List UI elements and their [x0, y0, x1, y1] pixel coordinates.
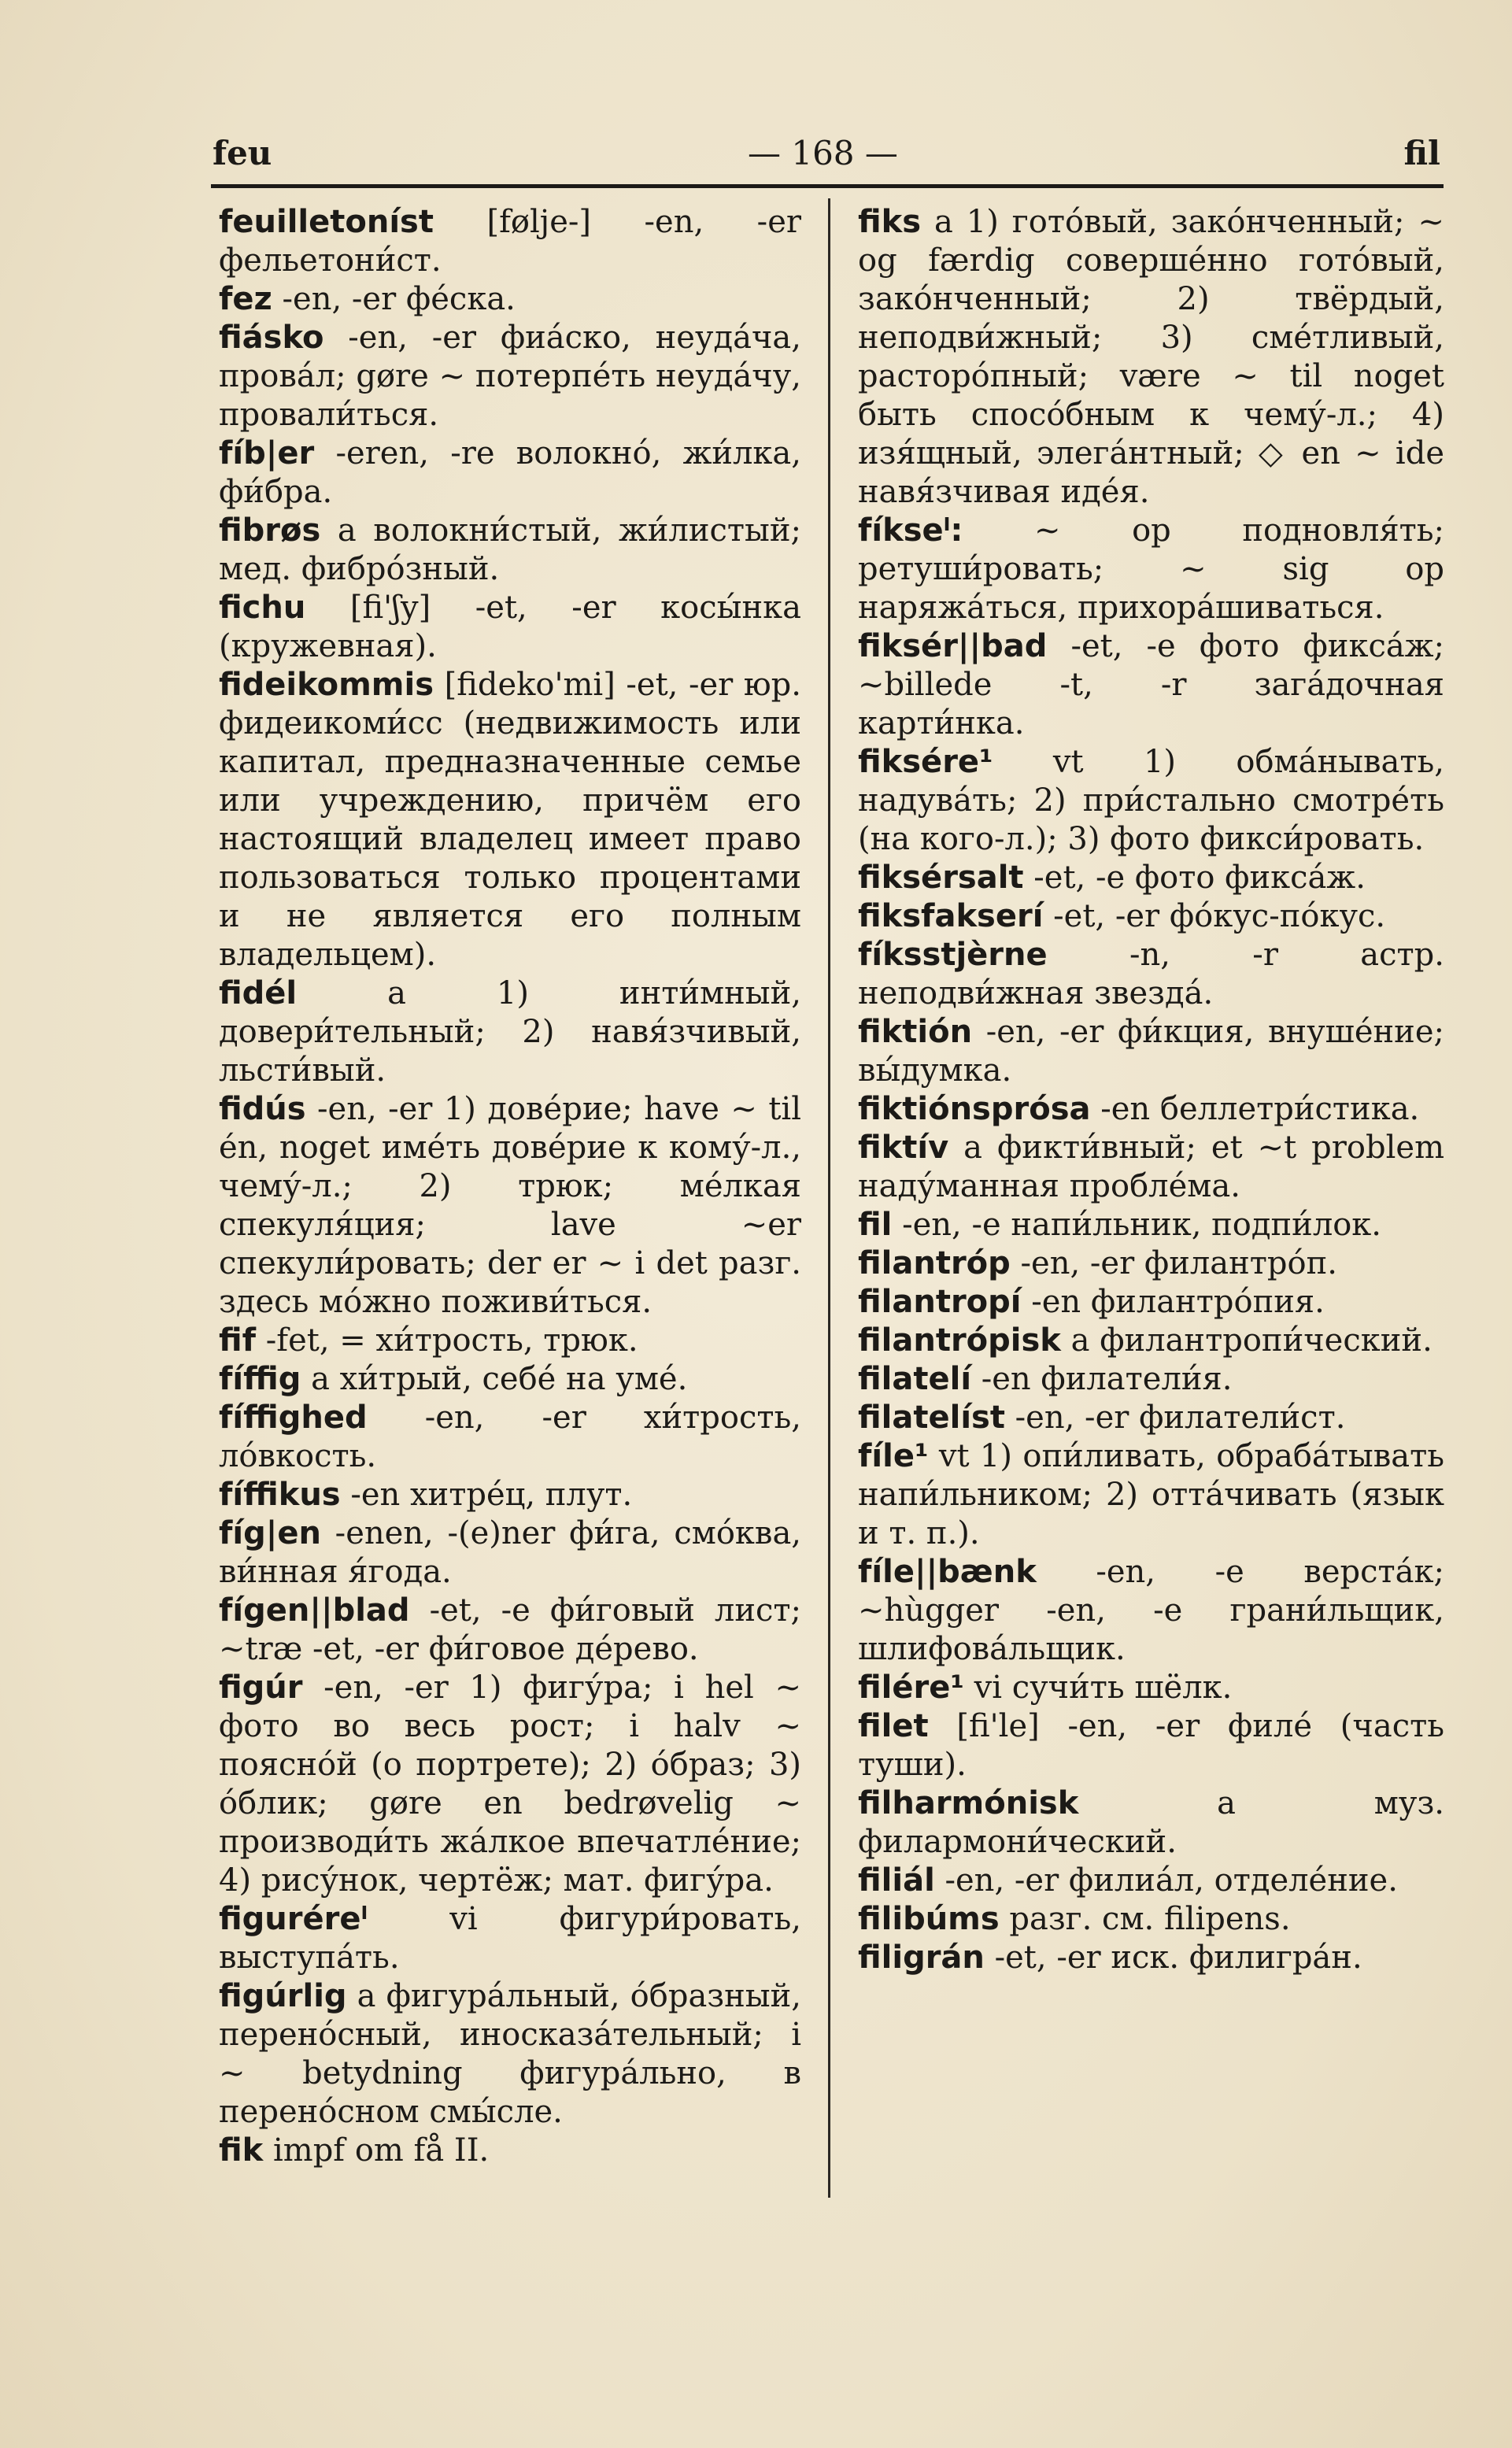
entry-headword: fiksfakserí: [858, 898, 1044, 934]
dictionary-entry: [858, 1862, 1444, 1900]
entry-headword: fiktión: [858, 1014, 973, 1050]
entry-headword: fiksérsalt: [858, 860, 1024, 896]
dictionary-entry: [219, 280, 801, 319]
entry-definition: -enen, -(e)ner фи́га, смо́ква, ви́нная я́года.: [219, 1515, 801, 1590]
dictionary-entry: [219, 1090, 801, 1322]
entry-definition: -fet, = хи́трость, трюк.: [256, 1322, 638, 1359]
entry-headword: filantropí: [858, 1284, 1022, 1320]
entry-headword: fiktiónsprósa: [858, 1091, 1091, 1127]
entry-headword: fil: [858, 1207, 893, 1243]
dictionary-entry: [219, 1592, 801, 1669]
entry-definition: a фикти́вный; et ~t problem наду́манная пробле́ма.: [858, 1130, 1444, 1204]
entry-headword: figúr: [219, 1670, 303, 1706]
entry-definition: vt 1) обма́нывать, надува́ть; 2) при́стально смотре́ть (на кого-л.); 3) фото фикси́ровать.: [858, 744, 1444, 857]
dictionary-entry: [858, 1283, 1444, 1322]
entry-definition: vt 1) опи́ливать, обраба́тывать напи́льником; 2) отта́чивать (язык и т. п.).: [858, 1438, 1444, 1551]
entry-definition: -eren, -re волокно́, жи́лка, фи́бра.: [219, 435, 801, 510]
dictionary-entry: [219, 1514, 801, 1592]
entry-definition: [følje-] -en, -er фельетони́ст.: [219, 204, 801, 279]
entry-headword: fidél: [219, 975, 298, 1011]
dictionary-entry: [219, 2132, 801, 2170]
dictionary-entry: [219, 319, 801, 435]
dictionary-entry: [858, 1900, 1444, 1939]
dictionary-entry: [858, 1129, 1444, 1206]
right-column: [858, 203, 1444, 1977]
entry-definition: -en, -er хи́трость, ло́вкость.: [219, 1400, 801, 1474]
dictionary-entry: [858, 1399, 1444, 1437]
dictionary-entry: [858, 1553, 1444, 1669]
entry-definition: -en, -er фиа́ско, неуда́ча, прова́л; gøre ~ потерпе́ть неуда́чу, провали́ться.: [219, 320, 801, 433]
dictionary-entry: [219, 203, 801, 280]
entry-headword: fíle||bænk: [858, 1554, 1037, 1590]
entry-headword: fiks: [858, 204, 922, 240]
entry-headword: figúrlig: [219, 1978, 347, 2014]
entry-headword: filantrópisk: [858, 1322, 1061, 1359]
dictionary-entry: [858, 1939, 1444, 1977]
dictionary-entry: [858, 512, 1444, 627]
entry-definition: a хи́трый, себе́ на уме́.: [301, 1361, 688, 1397]
left-column: [219, 203, 801, 2170]
entry-definition: -et, -e фото фикса́ж.: [1023, 860, 1366, 896]
entry-definition: -en филантро́пия.: [1021, 1284, 1325, 1320]
entry-headword: filibúms: [858, 1901, 1000, 1937]
dictionary-entry: [858, 1784, 1444, 1862]
entry-definition: -et, -e фи́говый лист; ~træ -et, -er фи́говое де́рево.: [219, 1592, 801, 1667]
entry-definition: -en филатели́я.: [971, 1361, 1233, 1397]
entry-definition: a 1) инти́мный, довери́тельный; 2) навя́зчивый, льсти́вый.: [219, 975, 801, 1089]
dictionary-entry: [858, 203, 1444, 512]
page-number: — 168 —: [748, 134, 898, 172]
entry-definition: -n, -r астр. неподви́жная звезда́.: [858, 937, 1444, 1011]
dictionary-entry: [858, 1707, 1444, 1784]
entry-definition: vi сучи́ть шёлк.: [963, 1670, 1233, 1706]
entry-definition: -en, -er фи́кция, внуше́ние; вы́думка.: [858, 1014, 1444, 1089]
dictionary-entry: [219, 1399, 801, 1476]
dictionary-entry: [858, 859, 1444, 897]
entry-headword: fígen||blad: [219, 1592, 410, 1629]
dictionary-entry: [219, 589, 801, 666]
entry-headword: fíg|en: [219, 1515, 321, 1551]
entry-definition: a 1) гото́вый, зако́нченный; ~ og færdig соверше́нно гото́вый, зако́нченный; 2) твёрдый, неподви́жный; 3) сме́тливый, расторо́пный; være ~ til noget быть спосо́бным к чему́-л.; 4) изя́щный, элега́нтный; ◇ en ~ ide навя́зчивая иде́я.: [858, 204, 1444, 510]
entry-headword: fibrøs: [219, 512, 321, 549]
entry-definition: -en, -er 1) фигу́ра; i hel ~ фото во весь рост; i halv ~ пояснóй (о портрете); 2) о́браз; 3) о́блик; gøre en bedrøvelig ~ производи́ть жа́лкое впечатле́ние; 4) рису́нок, чертёж; мат. фигу́ра.: [219, 1670, 801, 1899]
entry-headword: filigrán: [858, 1940, 985, 1976]
entry-definition: -en, -er филиа́л, отделе́ние.: [934, 1862, 1398, 1899]
entry-definition: impf om få II.: [263, 2132, 490, 2169]
dictionary-entry: [219, 1322, 801, 1360]
dictionary-entry: [858, 1360, 1444, 1399]
entry-headword: fíffighed: [219, 1400, 368, 1436]
column-divider: [828, 198, 830, 2198]
dictionary-entry: [219, 1360, 801, 1399]
entry-headword: fíffikus: [219, 1477, 341, 1513]
entry-headword: filére¹: [858, 1670, 964, 1706]
dictionary-entry: [858, 897, 1444, 936]
entry-headword: fiásko: [219, 320, 324, 356]
dictionary-entry: [858, 1669, 1444, 1707]
entry-definition: [fi'ʃy] -et, -er косы́нка (кружевная).: [219, 590, 801, 664]
dictionary-entry: [858, 627, 1444, 743]
entry-definition: -en, -e напи́льник, подпи́лок.: [892, 1207, 1382, 1243]
entry-headword: filantróp: [858, 1245, 1011, 1281]
header-rule: [211, 184, 1444, 188]
entry-definition: a фигура́льный, о́бразный, перено́сный, иносказа́тельный; i ~ betydning фигура́льно, в перено́сном смы́сле.: [219, 1978, 801, 2130]
entry-headword: filiál: [858, 1862, 935, 1899]
dictionary-entry: [858, 1244, 1444, 1283]
dictionary-entry: [219, 1977, 801, 2132]
entry-definition: -en хитре́ц, плут.: [340, 1477, 633, 1513]
entry-headword: fideikommis: [219, 667, 434, 703]
entry-definition: -et, -er фо́кус-по́кус.: [1043, 898, 1386, 934]
dictionary-entry: [219, 1476, 801, 1514]
entry-headword: figuréreˡ: [219, 1901, 368, 1937]
dictionary-entry: [858, 1322, 1444, 1360]
dictionary-entry: [858, 936, 1444, 1013]
entry-definition: -en, -er филатели́ст.: [1004, 1400, 1346, 1436]
entry-headword: fíffig: [219, 1361, 301, 1397]
entry-definition: -en, -e верста́к; ~hùgger -en, -e грани́льщик, шлифова́льщик.: [858, 1554, 1444, 1667]
entry-headword: fif: [219, 1322, 257, 1359]
header-last-word: fil: [1403, 134, 1440, 172]
page-header: [213, 134, 1440, 189]
entry-headword: feuilletoníst: [219, 204, 434, 240]
entry-definition: [fi'le] -en, -er филе́ (часть туши).: [858, 1708, 1444, 1783]
dictionary-entry: [219, 512, 801, 589]
entry-definition: -en, -er филантро́п.: [1010, 1245, 1337, 1281]
entry-headword: fíksstjèrne: [858, 937, 1048, 973]
entry-definition: разг. см. filipens.: [999, 1901, 1291, 1937]
header-first-word: feu: [213, 134, 272, 172]
dictionary-entry: [858, 1013, 1444, 1090]
dictionary-entry: [219, 666, 801, 974]
entry-headword: filet: [858, 1708, 929, 1744]
dictionary-entry: [219, 974, 801, 1090]
entry-definition: -en беллетри́стика.: [1090, 1091, 1420, 1127]
entry-definition: a волокни́стый, жи́листый; мед. фибро́зный.: [219, 512, 801, 587]
dictionary-entry: [858, 1437, 1444, 1553]
entry-definition: vi фигури́ровать, выступа́ть.: [219, 1901, 801, 1976]
dictionary-entry: [858, 743, 1444, 859]
dictionary-entry: [219, 1669, 801, 1900]
entry-definition: a муз. филармони́ческий.: [858, 1785, 1444, 1860]
entry-headword: fidús: [219, 1091, 306, 1127]
entry-headword: fiksére¹: [858, 744, 993, 780]
entry-definition: -et, -e фото фикса́ж; ~billede -t, -r зага́дочная карти́нка.: [858, 628, 1444, 741]
entry-headword: fik: [219, 2132, 264, 2169]
entry-headword: fiksér||bad: [858, 628, 1048, 664]
entry-definition: -et, -er иск. филигра́н.: [984, 1940, 1362, 1976]
entry-headword: filharmónisk: [858, 1785, 1079, 1821]
entry-headword: filatelíst: [858, 1400, 1005, 1436]
entry-headword: fez: [219, 281, 272, 317]
entry-definition: -en, -er 1) дове́рие; have ~ til én, noget име́ть дове́рие к кому́-л., чему́-л.; 2) трюк; ме́лкая спекуля́ция; lave ~er спекули́ровать; der er ~ i det разг. здесь мо́жно поживи́ться.: [219, 1091, 801, 1320]
entry-headword: fíb|er: [219, 435, 315, 471]
dictionary-entry: [219, 1900, 801, 1977]
entry-definition: [fideko'mi] -et, -er юр. фидеикоми́сс (недвижимость или капитал, предназначенные семье или учреждению, причём его настоящий владелец имеет право пользоваться только процентами и не является его полным владельцем).: [219, 667, 801, 973]
entry-definition: ~ op подновля́ть; ретуши́ровать; ~ sig op наряжа́ться, прихора́шиваться.: [858, 512, 1444, 626]
entry-headword: fíkseˡ:: [858, 512, 963, 549]
entry-headword: fiktív: [858, 1130, 949, 1166]
entry-definition: a филантропи́ческий.: [1060, 1322, 1433, 1359]
dictionary-entry: [219, 435, 801, 512]
entry-headword: fíle¹: [858, 1438, 929, 1474]
dictionary-entry: [858, 1090, 1444, 1129]
dictionary-entry: [858, 1206, 1444, 1244]
entry-definition: -en, -er фе́ска.: [272, 281, 516, 317]
entry-headword: fichu: [219, 590, 306, 626]
entry-headword: filatelí: [858, 1361, 972, 1397]
